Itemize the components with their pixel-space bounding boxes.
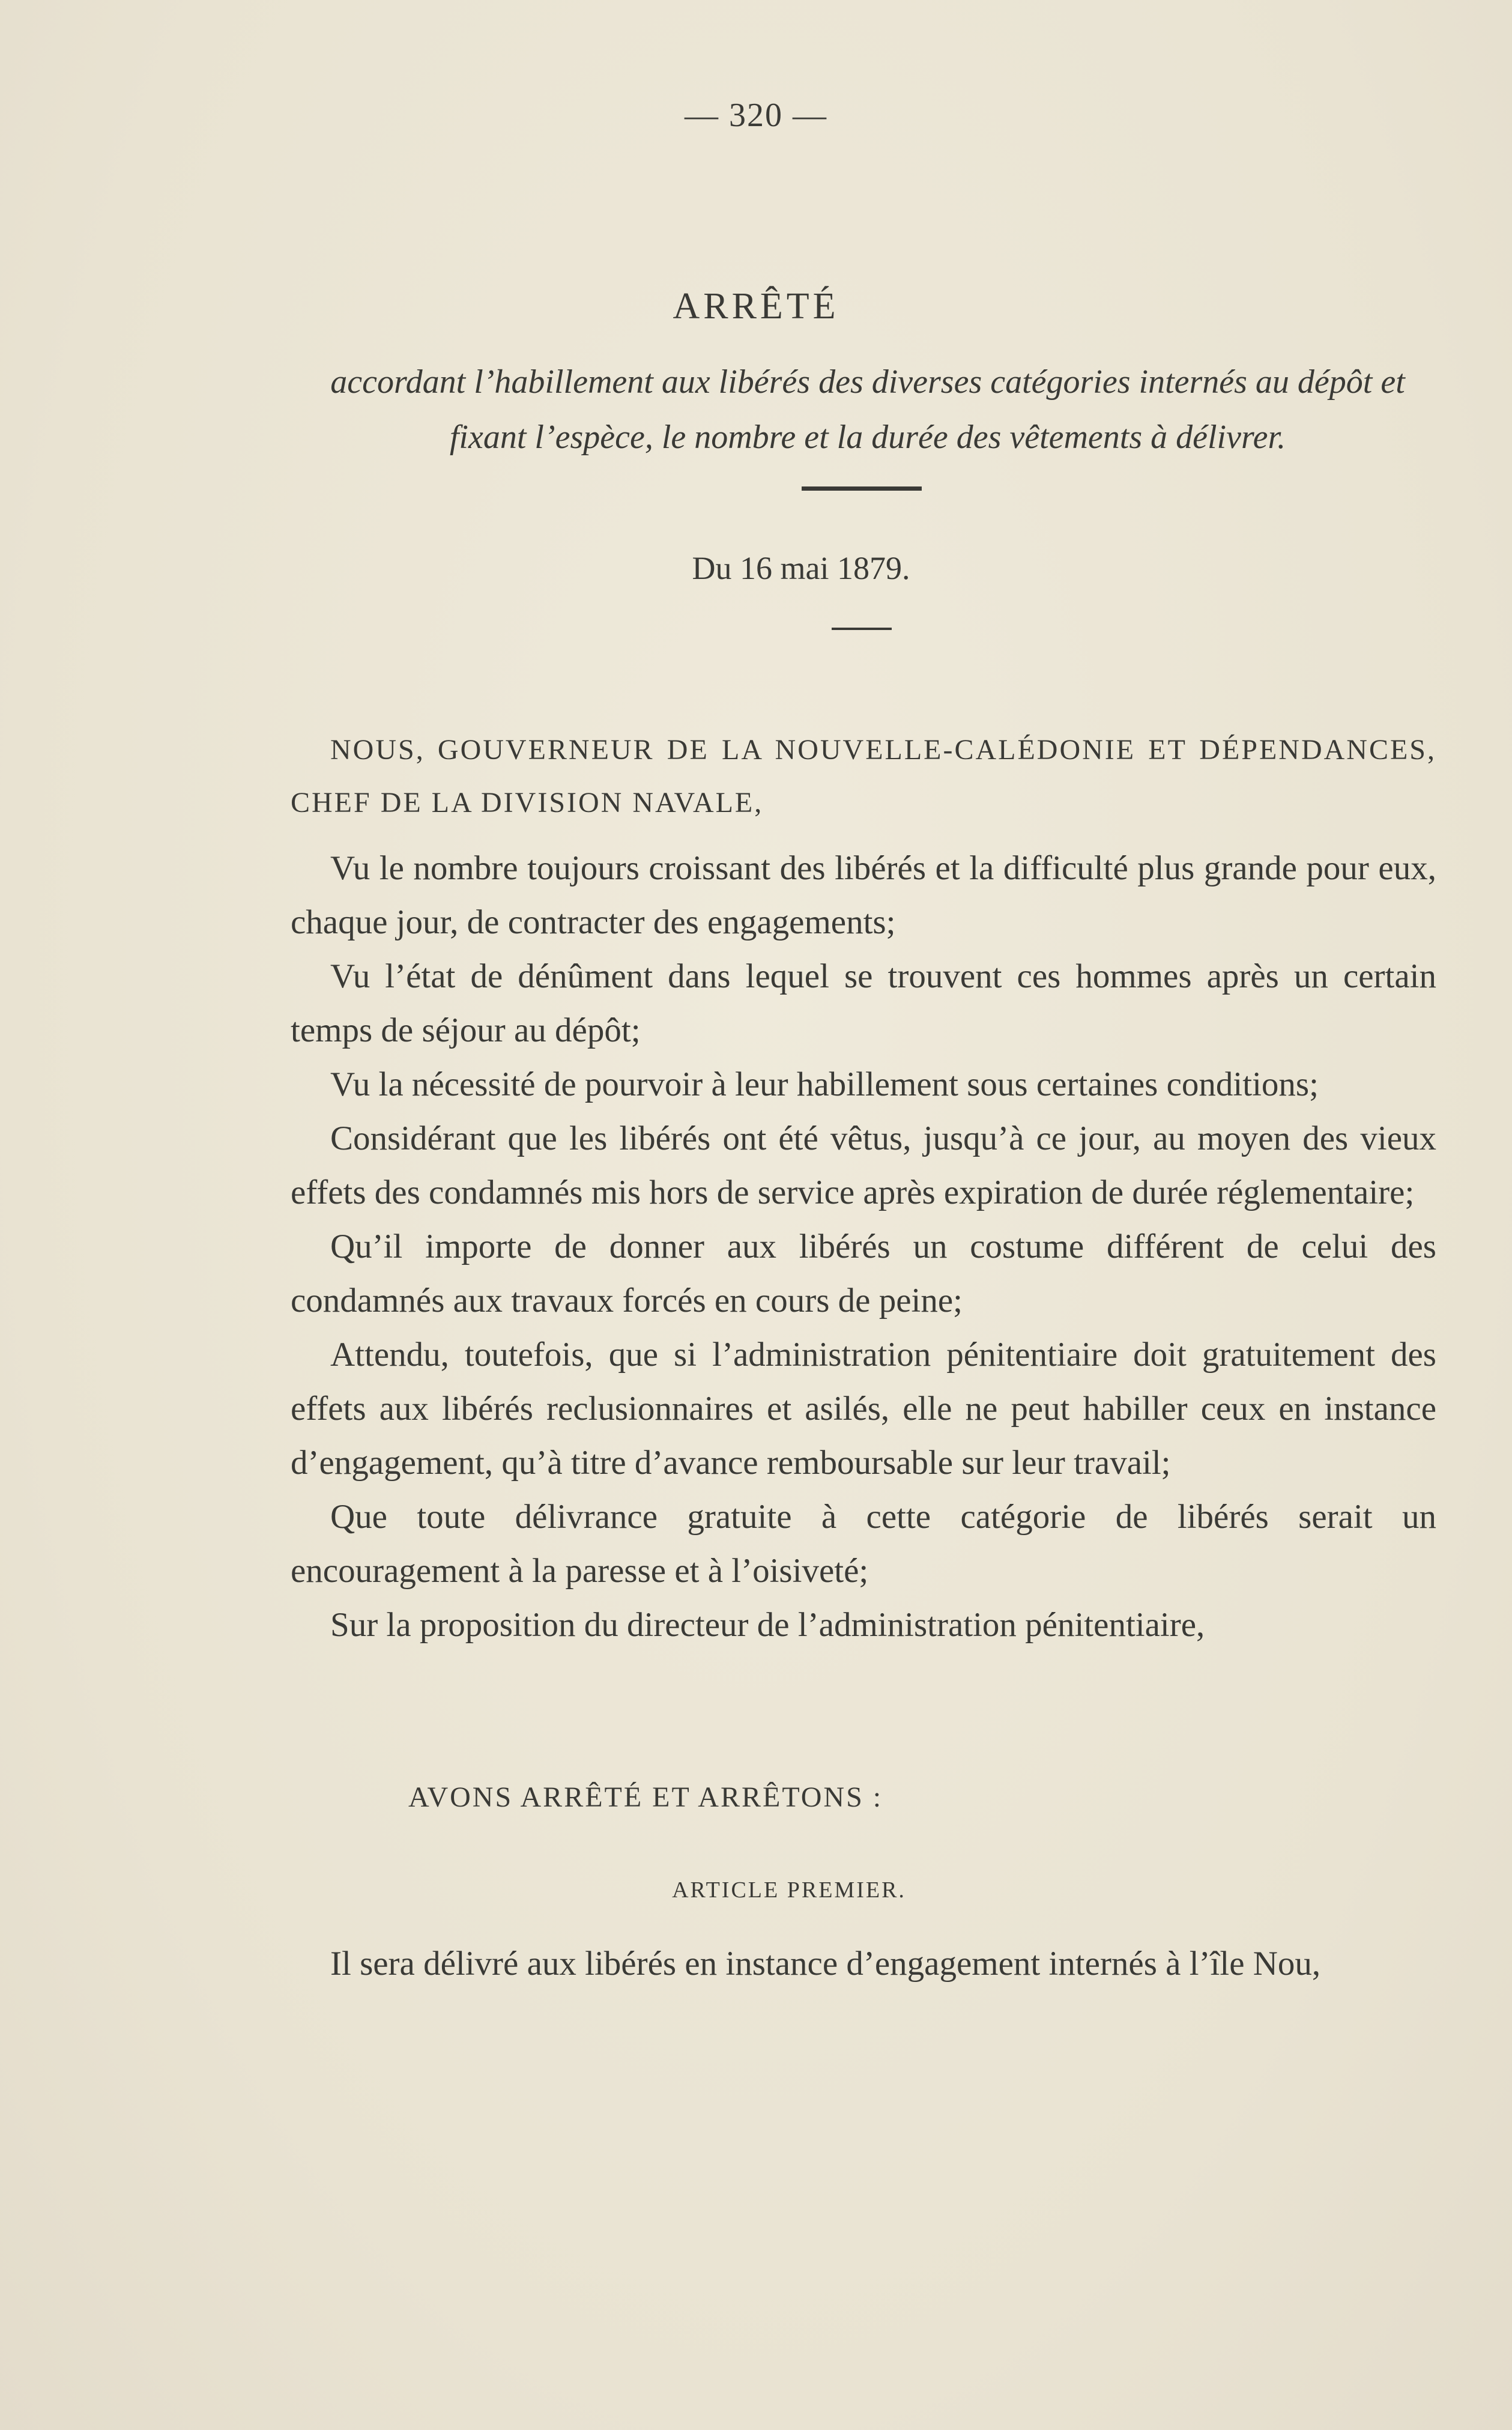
- title-divider: [802, 486, 922, 491]
- decree-date: Du 16 mai 1879.: [692, 550, 910, 586]
- decree-body: [291, 724, 1436, 1652]
- considerant-paragraph: Vu le nombre toujours croissant des libérés et la difficulté plus grande pour eux, chaque jour, de contracter des engagements;: [291, 849, 1436, 941]
- considerant-paragraph: Attendu, toutefois, que si l’administration pénitentiaire doit gratuitement des effets aux libérés reclusionnaires et asilés, elle ne peut habiller ceux en instance d’engagement, qu’à titre d’avance remboursable sur leur travail;: [291, 1336, 1436, 1482]
- considerant-paragraph: Vu l’état de dénûment dans lequel se trouvent ces hommes après un certain temps de séjour au dépôt;: [291, 957, 1436, 1049]
- considerant-paragraph: Qu’il importe de donner aux libérés un costume différent de celui des condamnés aux travaux forcés en cours de peine;: [291, 1228, 1436, 1320]
- decree-title: ARRÊTÉ: [673, 286, 839, 327]
- decree-subtitle: accordant l’habillement aux libérés des diverses catégories internés au dépôt et fixant l’espèce, le nombre et la durée des vêtements à délivrer.: [330, 363, 1405, 456]
- page-number: — 320 —: [685, 97, 827, 134]
- article-text: Il sera délivré aux libérés en instance d’engagement internés à l’île Nou,: [330, 1945, 1321, 1983]
- date-divider: [832, 628, 892, 630]
- preamble: NOUS, GOUVERNEUR DE LA NOUVELLE-CALÉDONIE ET DÉPENDANCES, CHEF DE LA DIVISION NAVALE,: [291, 734, 1436, 819]
- article-heading: ARTICLE PREMIER.: [672, 1877, 906, 1903]
- considerant-paragraph: Considérant que les libérés ont été vêtus, jusqu’à ce jour, au moyen des vieux effets des condamnés mis hors de service après expiration de durée réglementaire;: [291, 1120, 1436, 1211]
- considerant-paragraph: Sur la proposition du directeur de l’administration pénitentiaire,: [330, 1606, 1205, 1644]
- considerant-paragraph: Vu la nécessité de pourvoir à leur habillement sous certaines conditions;: [330, 1065, 1319, 1103]
- enacting-clause: AVONS ARRÊTÉ ET ARRÊTONS :: [408, 1781, 883, 1813]
- considerant-paragraph: Que toute délivrance gratuite à cette catégorie de libérés serait un encouragement à la paresse et à l’oisiveté;: [291, 1498, 1436, 1590]
